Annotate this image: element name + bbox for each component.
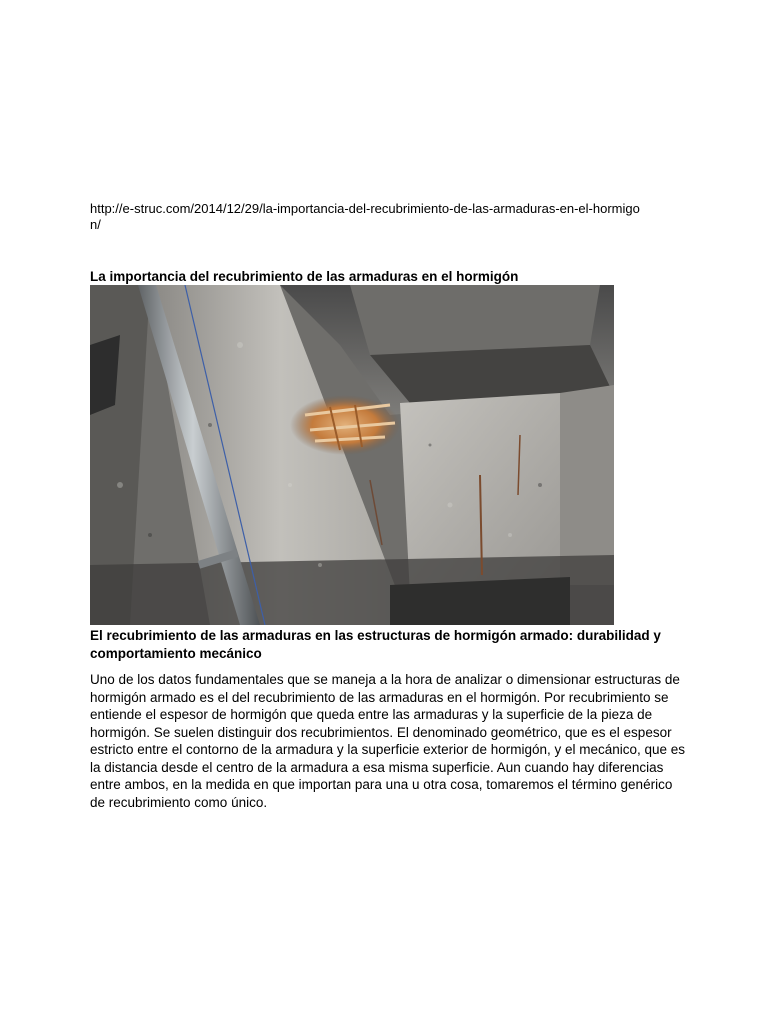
body-paragraph: Uno de los datos fundamentales que se maneja a la hora de analizar o dimensionar estructuras de hormigón armado es el del recubrimiento de las armaduras en el hormigón. Por recubrimiento se entiende el espesor de hormigón que queda entre las armaduras y la superficie de la pieza de hormigón. Se suelen distinguir dos recubrimientos. El denominado geométrico, que es el espesor estricto entre el contorno de la armadura y la superficie exterior de hormigón, y el mecánico, que es la distancia desde el centro de la armadura a esa misma superficie. Aun cuando hay diferencias entre ambos, en la medida en que importan para una u otra cosa, tomaremos el término genérico de recubrimiento como único. xyxy=(90,672,686,810)
source-url-link[interactable]: http://e-struc.com/2014/12/29/la-importancia-del-recubrimiento-de-las-armaduras-en-el-hormigon/ xyxy=(90,201,640,232)
article-title: La importancia del recubrimiento de las armaduras en el hormigón xyxy=(90,269,519,284)
section-subtitle: El recubrimiento de las armaduras en las estructuras de hormigón armado: durabilidad y comportamiento mecánico xyxy=(90,628,661,661)
concrete-beam-photo xyxy=(90,285,614,625)
